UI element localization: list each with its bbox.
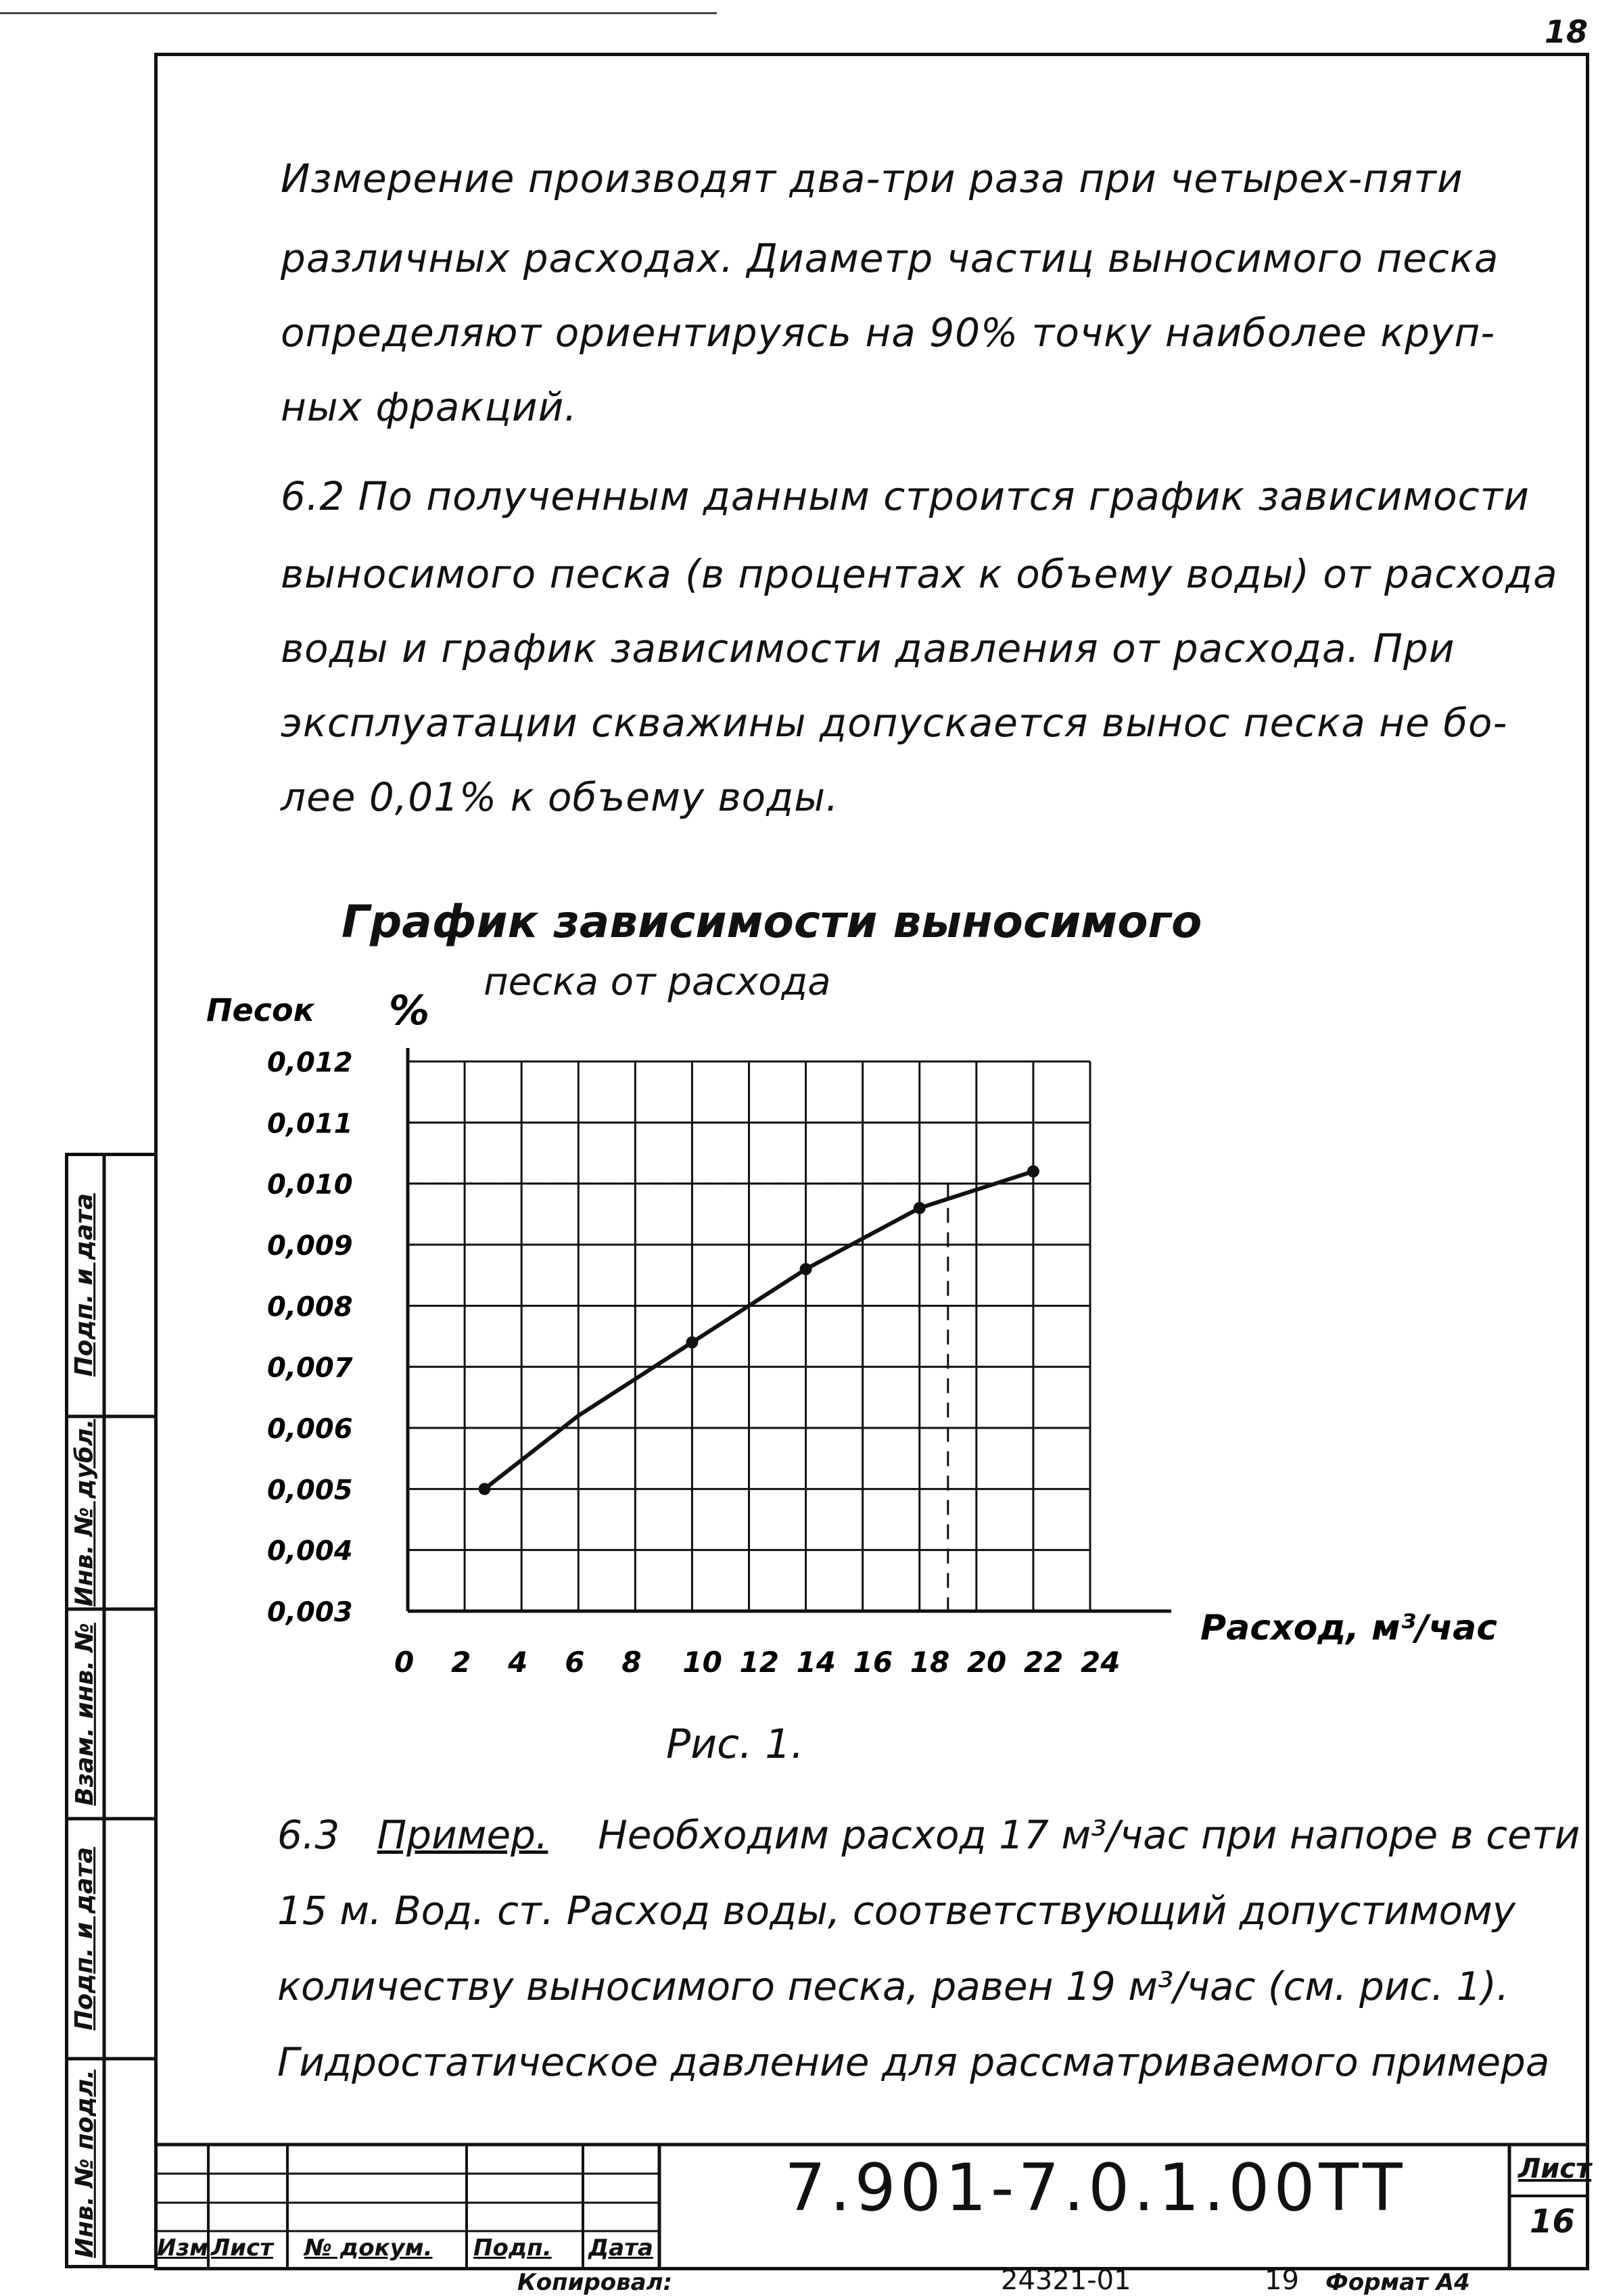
y-tick-label: 0,004 [267,1535,353,1567]
x-tick-label: 6 [565,1646,585,1679]
stamp-column: Подп. [473,2234,552,2262]
example-line-3: количеству выносимого песка, равен 19 м³/час (см. рис. 1). [277,1963,1509,2009]
y-tick-label: 0,012 [267,1047,353,1078]
sheet-number: 16 [1530,2203,1575,2241]
paragraph-line: воды и график зависимости давления от расхода. При [281,625,1455,671]
paragraph-line: определяют ориентируясь на 90% точку наиболее круп- [281,310,1496,356]
y-axis-unit: % [389,987,430,1034]
x-tick-label: 14 [796,1646,837,1679]
paragraph-line: различных расходах. Диаметр частиц выносимого песка [281,235,1499,281]
x-tick-label: 2 [451,1646,471,1679]
stamp-label: Подп. и дата [70,1193,99,1377]
y-tick-label: 0,006 [267,1414,353,1445]
chart-title: График зависимости выносимого [342,896,1202,948]
paragraph-line: 6.2 По полученным данным строится график зависимости [281,473,1530,519]
x-tick-label: 20 [966,1646,1007,1679]
paragraph-line: Измерение производят два-три раза при четырех-пяти [281,156,1463,201]
example-line-4: Гидростатическое давление для рассматриваемого примера [277,2039,1550,2085]
code: 24321-01 [1001,2265,1131,2296]
y-tick-label: 0,009 [267,1230,353,1262]
stamp-label: Взам. инв. № [70,1622,99,1806]
example-text: Необходим расход 17 м³/час при напоре в сети [598,1812,1580,1858]
x-tick-label: 4 [508,1646,528,1679]
sheet-label: Лист [1518,2153,1592,2184]
paragraph-line: ных фракций. [281,384,578,430]
stamp-label: Инв. № дубл. [70,1418,99,1607]
x-tick-label: 0 [394,1646,415,1679]
example-label: Пример. [377,1812,548,1858]
stamp-label: Инв. № подл. [70,2069,99,2258]
y-axis-label: Песок [206,992,314,1028]
x-tick-label: 18 [910,1646,950,1679]
paragraph-line: выносимого песка (в процентах к объему воды) от расхода [281,551,1558,597]
x-tick-label: 24 [1081,1646,1121,1679]
stamp-label: Подп. и дата [70,1846,99,2031]
y-tick-label: 0,011 [267,1108,353,1140]
format-label: Формат А4 [1325,2269,1470,2296]
stamp-column: № докум. [304,2234,433,2262]
example-line-2: 15 м. Вод. ст. Расход воды, соответствующий допустимому [277,1888,1516,1934]
x-tick-label: 16 [853,1646,893,1679]
stamp-column: Изм [157,2234,209,2262]
x-axis-label: Расход, м³/час [1200,1608,1498,1648]
copied-label: Копировал: [517,2269,673,2296]
stamp-column: Дата [588,2234,653,2262]
stamp-column: Лист [211,2234,273,2262]
paragraph-line: эксплуатации скважины допускается вынос песка не бо- [281,700,1508,746]
page-number: 18 [1544,14,1588,50]
chart-subtitle: песка от расхода [484,960,831,1004]
code-2: 19 [1265,2265,1299,2296]
x-tick-label: 22 [1023,1646,1064,1679]
example-number: 6.3 [277,1812,340,1858]
y-tick-label: 0,005 [267,1475,353,1506]
y-tick-label: 0,007 [267,1352,353,1384]
document-number: 7.901-7.0.1.00ТТ [784,2150,1407,2226]
x-tick-label: 8 [621,1646,642,1679]
x-tick-label: 10 [682,1646,722,1679]
paragraph-line: лее 0,01% к объему воды. [281,774,839,820]
y-tick-label: 0,008 [267,1291,353,1323]
y-tick-label: 0,010 [267,1169,353,1201]
figure-caption: Рис. 1. [666,1721,804,1768]
y-tick-label: 0,003 [267,1597,353,1628]
x-tick-label: 12 [739,1646,779,1679]
